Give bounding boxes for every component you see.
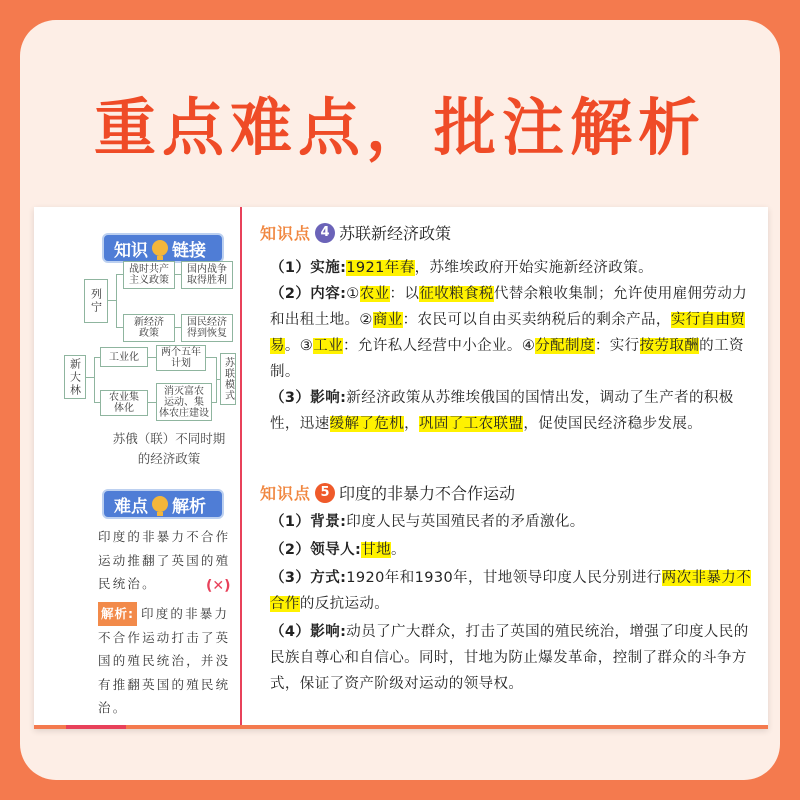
kp4-number: 4 — [315, 223, 335, 243]
page-bottom-band — [34, 725, 768, 729]
lightbulb-icon — [152, 240, 168, 256]
kp5-item-4: （4）影响:动员了广大群众，打击了英国的殖民统治，增强了印度人民的民族自尊心和自信心。同时，甘地为防止爆发革命，控制了群众的斗争方式，保证了资产阶级对运动的领导权。 — [270, 624, 749, 692]
kp5-number: 5 — [315, 483, 335, 503]
kp4-tag: 知识点 — [260, 224, 312, 243]
kp4-title: 苏联新经济政策 — [339, 224, 452, 243]
node-civil-war: 国内战争 取得胜利 — [181, 261, 233, 289]
node-industrialization: 工业化 — [100, 347, 148, 367]
node-five-year-plans: 两个五年 计划 — [156, 345, 206, 371]
node-lenin: 列宁 — [84, 279, 108, 323]
analysis-tag: 解析: — [98, 602, 137, 626]
book-page — [34, 207, 768, 729]
node-soviet-model: 苏联模式 — [220, 353, 236, 405]
analysis-text — [98, 602, 234, 720]
difficulty-statement: 印度的非暴力不合作运动推翻了英国的殖民统治。 — [98, 529, 231, 591]
difficulty-analysis-badge — [102, 489, 224, 519]
node-war-communism: 战时共产 主义政策 — [123, 261, 175, 289]
kp5-title: 印度的非暴力不合作运动 — [339, 484, 516, 503]
page-bottom-accent — [66, 725, 126, 729]
node-economy-recovery: 国民经济 得到恢复 — [181, 314, 233, 342]
column-divider — [240, 207, 242, 729]
kp5-tag: 知识点 — [260, 484, 312, 503]
kp4-item-1: （1）实施:1921年春，苏维埃政府开始实施新经济政策。 — [270, 260, 654, 276]
node-stalin: 新大林 — [64, 355, 86, 399]
headline: 重点难点，批注解析 — [93, 91, 706, 164]
analysis-body: 印度的非暴力不合作运动打击了英国的殖民统治，并没有推翻英国的殖民统治。 — [98, 606, 231, 715]
node-collectivization: 农业集 体化 — [100, 390, 148, 416]
kp4-item-2: （2）内容:①农业：以征收粮食税代替余粮收集制；允许使用雇佣劳动力和出租土地。②商业：农民可以自由买卖纳税后的剩余产品，实行自由贸易。③工业：允许私人经营中小企业。④分配制度：实行按劳取酬的工资制。 — [270, 286, 748, 380]
kp5-item-2: （2）领导人:甘地。 — [270, 542, 406, 558]
kp5-item-3: （3）方式:1920年和1930年，甘地领导印度人民分别进行两次非暴力不合作的反抗运动。 — [270, 570, 752, 612]
badge-hard-text-a: 难点 — [114, 496, 148, 517]
lightbulb-icon — [152, 496, 168, 512]
badge-link-text-b: 链接 — [172, 240, 206, 261]
kp5-heading — [260, 481, 515, 504]
node-eliminate-kulaks: 消灭富农 运动、集 体农庄建设 — [156, 383, 212, 421]
badge-link-text-a: 知识 — [114, 240, 148, 261]
kp5-item-1: （1）背景:印度人民与英国殖民者的矛盾激化。 — [270, 514, 585, 530]
badge-hard-text-b: 解析 — [172, 496, 206, 517]
wrong-mark: (✕) — [206, 578, 231, 594]
kp4-heading — [260, 221, 451, 244]
kp4-item-3: （3）影响:新经济政策从苏维埃俄国的国情出发，调动了生产者的积极性，迅速缓解了危机，巩固了工农联盟，促使国民经济稳步发展。 — [270, 390, 734, 432]
tree-caption: 苏俄（联）不同时期 的经济政策 — [112, 431, 226, 466]
node-nep: 新经济 政策 — [123, 314, 175, 342]
knowledge-link-badge — [102, 233, 224, 263]
